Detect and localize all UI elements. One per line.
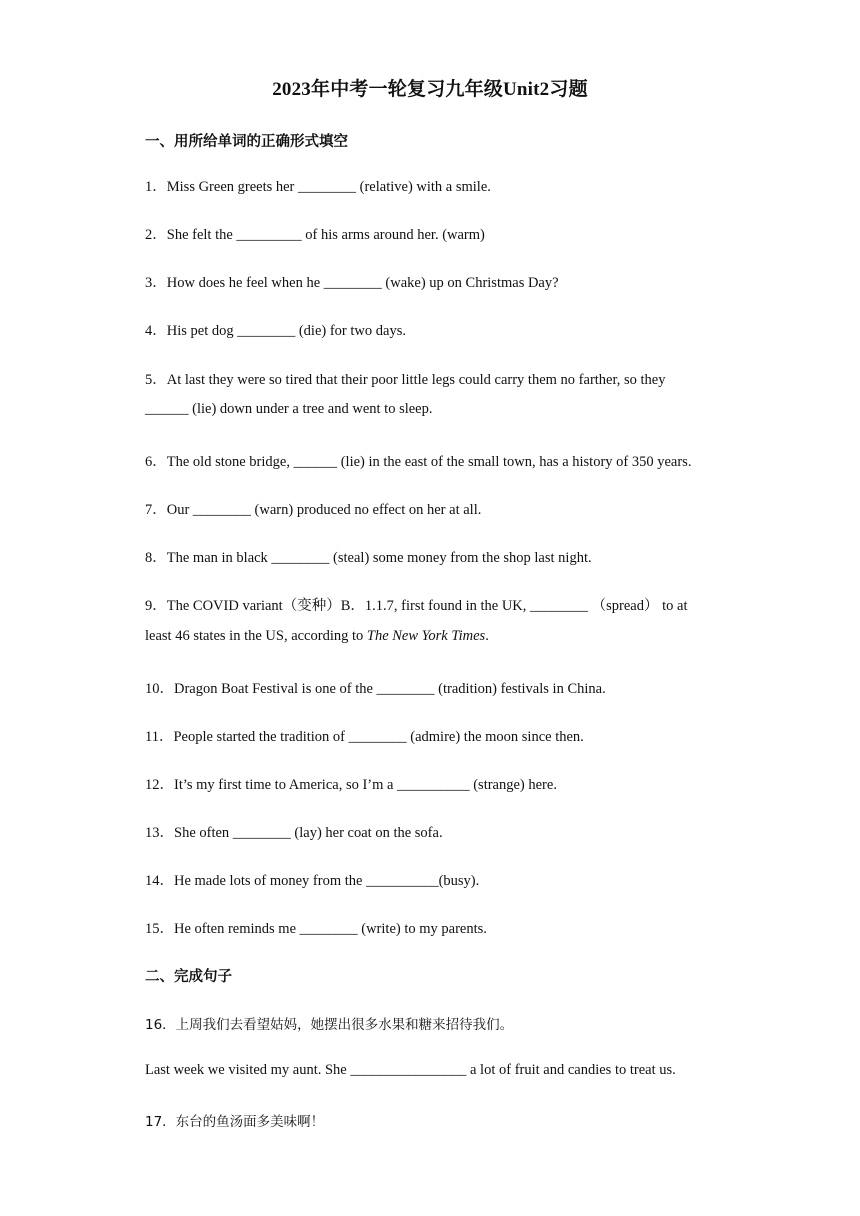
question-15: 15．He often reminds me ________ (write) to my parents.: [145, 921, 487, 937]
question-9-period: .: [485, 628, 489, 644]
question-14: 14．He made lots of money from the __________(busy).: [145, 873, 480, 889]
question-16-english: Last week we visited my aunt. She ________________ a lot of fruit and candies to treat us.: [145, 1062, 676, 1078]
question-2: 2．She felt the _________ of his arms around her. (warm): [145, 227, 485, 243]
question-17-chinese: 17．东台的鱼汤面多美味啊！: [145, 1114, 325, 1130]
question-9-text: least 46 states in the US, according to: [145, 628, 367, 644]
section-heading-complete-sentences: 二、完成句子: [145, 969, 232, 985]
question-4: 4．His pet dog ________ (die) for two days.: [145, 323, 406, 339]
question-8: 8．The man in black ________ (steal) some money from the shop last night.: [145, 550, 592, 566]
question-10: 10．Dragon Boat Festival is one of the ________ (tradition) festivals in China.: [145, 681, 606, 697]
question-16-chinese: 16．上周我们去看望姑妈，她摆出很多水果和糖来招待我们。: [145, 1017, 514, 1033]
question-13: 13．She often ________ (lay) her coat on the sofa.: [145, 825, 443, 841]
section-heading-fill-blanks: 一、用所给单词的正确形式填空: [145, 134, 348, 150]
question-3: 3．How does he feel when he ________ (wake) up on Christmas Day?: [145, 275, 559, 291]
question-11: 11．People started the tradition of ________ (admire) the moon since then.: [145, 729, 584, 745]
question-5-line-2: ______ (lie) down under a tree and went to sleep.: [145, 401, 433, 417]
question-1: 1．Miss Green greets her ________ (relative) with a smile.: [145, 179, 491, 195]
newspaper-title: The New York Times: [366, 628, 486, 644]
question-7: 7．Our ________ (warn) produced no effect on her at all.: [145, 502, 482, 518]
question-5-line-1: 5．At last they were so tired that their poor little legs could carry them no farther, so they: [145, 372, 666, 388]
question-9-line-2: [145, 628, 489, 645]
question-12: 12．It’s my first time to America, so I’m a __________ (strange) here.: [145, 777, 557, 793]
question-6: 6．The old stone bridge, ______ (lie) in the east of the small town, has a history of 350 years.: [145, 454, 692, 470]
document-title: 2023年中考一轮复习九年级Unit2习题: [272, 79, 588, 100]
question-9-line-1: 9．The COVID variant（变种）B．1.1.7, first found in the UK, ________ （spread） to at: [145, 598, 688, 614]
